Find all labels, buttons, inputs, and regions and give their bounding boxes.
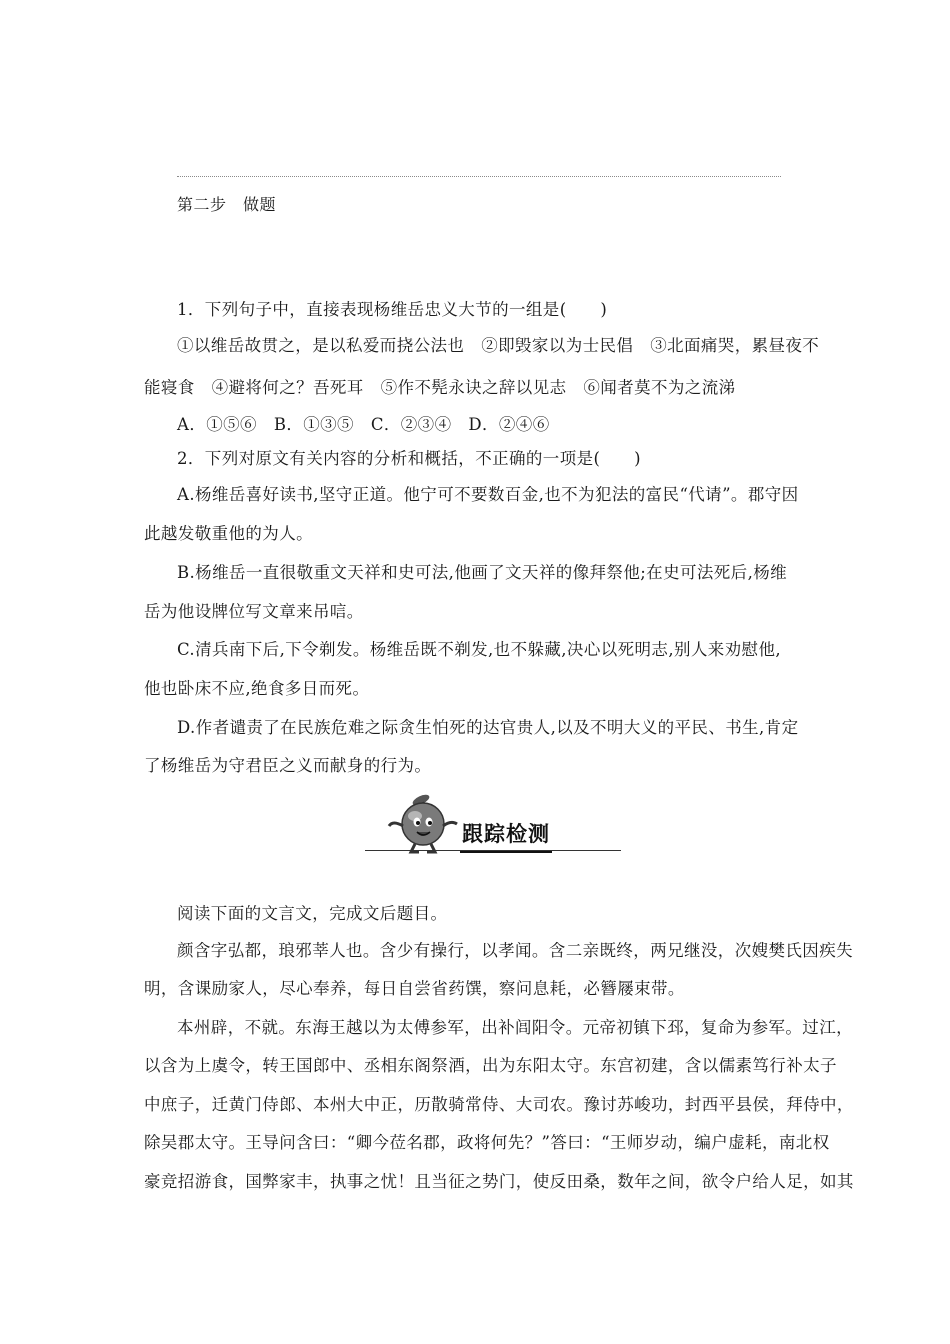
passage-line: 明，含课励家人，尽心奉养，每日自尝省药馔，察问息耗，必簪屦束带。 [144, 979, 685, 998]
question-2-option-b-cont: 岳为他设牌位写文章来吊唁。 [144, 602, 364, 621]
question-2-option-b: B.杨维岳一直很敬重文天祥和史可法,他画了文天祥的像拜祭他;在史可法死后,杨维 [177, 563, 788, 582]
question-2-option-c: C.清兵南下后,下令剃发。杨维岳既不剃发,也不躲藏,决心以死明志,别人来劝慰他, [177, 640, 782, 659]
passage-line: 颜含字弘都，琅邪莘人也。含少有操行，以孝闻。含二亲既终，两兄继没，次嫂樊氏因疾失 [177, 941, 853, 960]
header-divider [177, 176, 781, 177]
passage-line: 中庶子，迁黄门侍郎、本州大中正，历散骑常侍、大司农。豫讨苏峻功，封西平县侯，拜侍中， [144, 1095, 854, 1114]
question-2-stem: 2．下列对原文有关内容的分析和概括，不正确的一项是( ) [177, 449, 641, 468]
question-2-option-d: D.作者谴责了在民族危难之际贪生怕死的达官贵人,以及不明大义的平民、书生,肯定 [177, 718, 799, 737]
question-2-option-d-cont: 了杨维岳为守君臣之义而献身的行为。 [144, 756, 432, 775]
section-title: 第二步 做题 [177, 195, 277, 214]
passage-line: 本州辟，不就。东海王越以为太傅参军，出补闾阳令。元帝初镇下邳，复命为参军。过江， [177, 1018, 853, 1037]
fruit-mascot-icon [385, 790, 461, 856]
banner-rule [365, 850, 621, 851]
question-2-option-a-cont: 此越发敬重他的为人。 [144, 524, 313, 543]
question-1-options: A．①⑤⑥ B．①③⑤ C．②③④ D．②④⑥ [177, 415, 550, 434]
passage-line: 除吴郡太守。王导问含曰：“卿今莅名郡，政将何先？”答曰：“王师岁动，编户虚耗，南北权 [144, 1133, 830, 1152]
question-2-option-c-cont: 他也卧床不应,绝食多日而死。 [144, 679, 370, 698]
passage-line: 以含为上虞令，转王国郎中、丞相东阁祭酒，出为东阳太守。东宫初建，含以儒素笃行补太子 [144, 1056, 837, 1075]
reading-instruction: 阅读下面的文言文，完成文后题目。 [177, 904, 448, 923]
question-2-option-a: A.杨维岳喜好读书,坚守正道。他宁可不要数百金,也不为犯法的富民“代请”。郡守因 [177, 485, 799, 504]
banner-title: 跟踪检测 [462, 822, 550, 846]
passage-line: 豪竞招游食，国弊家丰，执事之忧！且当征之势门，使反田桑，数年之间，欲令户给人足，如其 [144, 1172, 854, 1191]
tracking-test-banner [365, 790, 621, 856]
question-1-stem: 1．下列句子中，直接表现杨维岳忠义大节的一组是( ) [177, 300, 608, 319]
question-1-sentences: ①以维岳故贯之，是以私爱而挠公法也 ②即毁家以为士民倡 ③北面痛哭，累昼夜不 [177, 336, 820, 355]
question-1-sentences-cont: 能寝食 ④避将何之？吾死耳 ⑤作不髡永诀之辞以见志 ⑥闻者莫不为之流涕 [144, 378, 736, 397]
